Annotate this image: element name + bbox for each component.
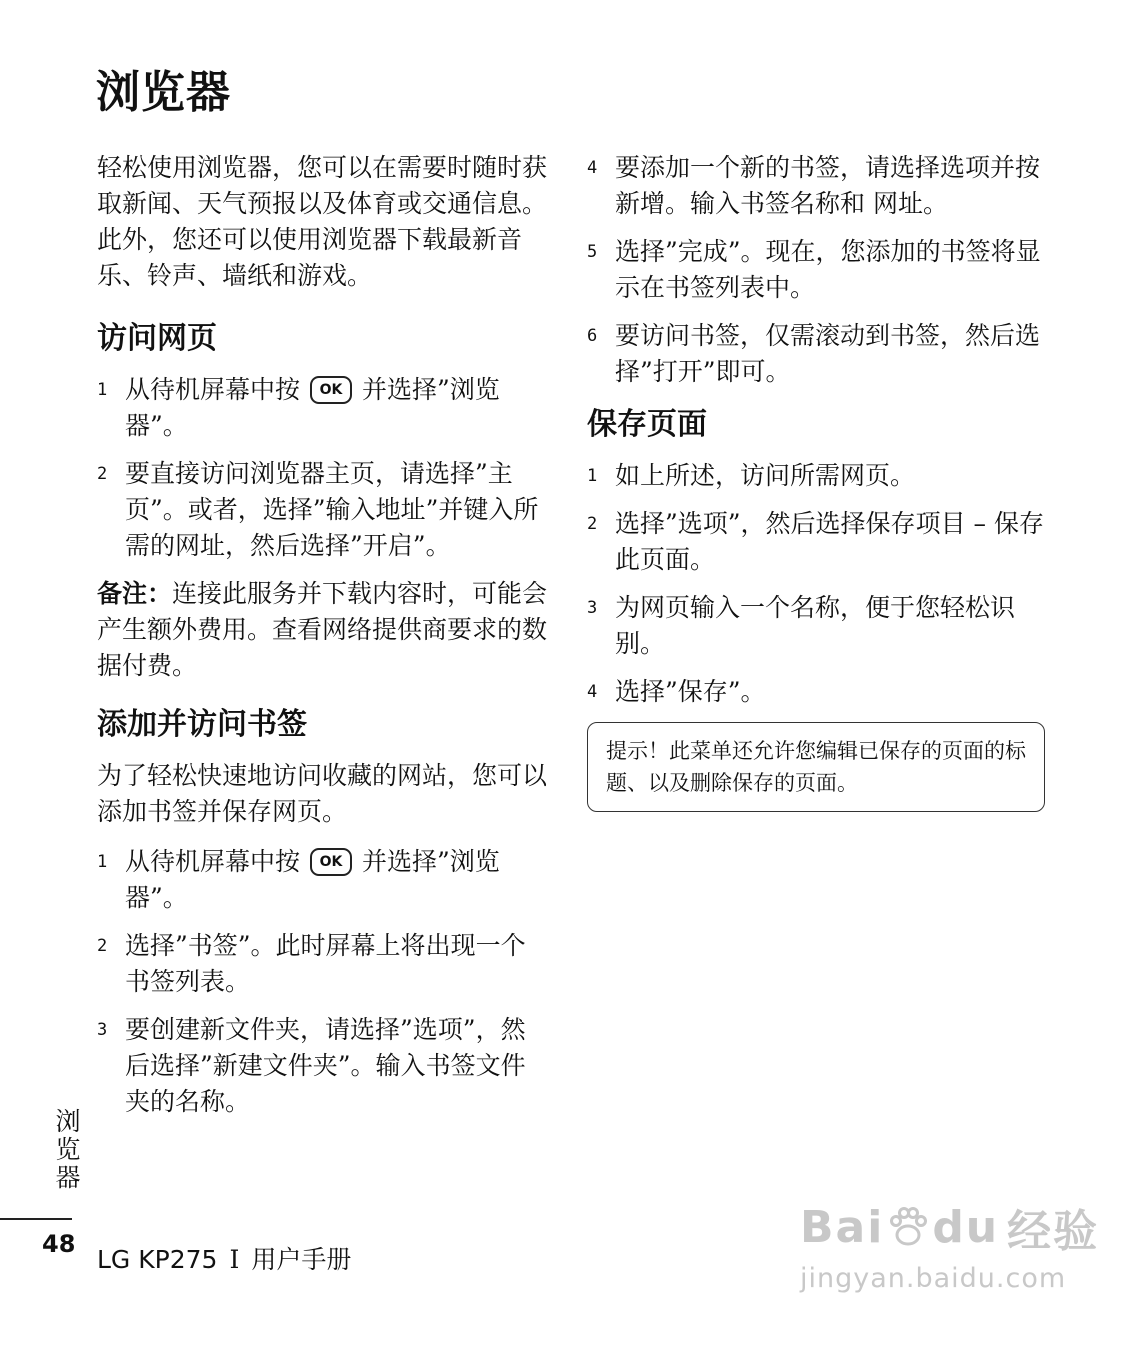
list-item: 4 要添加一个新的书签，请选择选项并按新增。输入书签名称和 网址。 [587,153,1041,218]
page-number: 48 [42,1230,76,1258]
ok-key-icon: OK [310,848,352,876]
footer-doc-title: 用户手册 [251,1245,352,1274]
list-item: 2 选择”选项”，然后选择保存项目 – 保存此页面。 [587,509,1044,574]
page-title: 浏览器 [96,67,231,118]
footer-separator: I [229,1245,240,1274]
section-heading-save: 保存页面 [587,407,707,442]
watermark-logo: Bai du 经验 [800,1201,1100,1257]
list-item: 2 要直接访问浏览器主页，请选择”主页”。或者，选择”输入地址”并键入所需的网址，然后选择”开启”。 [97,459,539,560]
visit-steps [97,372,549,564]
list-item: 1 如上所述，访问所需网页。 [587,461,916,490]
list-item: 1 从待机屏幕中按 OK 并选择”浏览器”。 [97,375,500,440]
footer-brand: LG KP275 [97,1245,218,1274]
watermark-url: jingyan.baidu.com [800,1263,1067,1294]
list-item: 1 从待机屏幕中按 OK 并选择”浏览器”。 [97,847,500,912]
list-item: 3 为网页输入一个名称，便于您轻松识别。 [587,593,1016,658]
list-item: 6 要访问书签，仅需滚动到书签，然后选择”打开”即可。 [587,321,1041,386]
note-paragraph: 备注：连接此服务并下载内容时，可能会产生额外费用。查看网络提供商要求的数据付费。 [97,579,548,680]
paw-icon [886,1205,930,1249]
side-section-tab: 浏览器 [52,1108,81,1192]
section-heading-visit: 访问网页 [97,321,217,356]
intro-paragraph: 轻松使用浏览器，您可以在需要时随时获取新闻、天气预报以及体育或交通信息。此外，您还可以使用浏览器下载最新音乐、铃声、墙纸和游戏。 [97,153,548,290]
bookmarks-intro: 为了轻松快速地访问收藏的网站，您可以添加书签并保存网页。 [97,761,548,826]
left-column [97,150,549,1132]
list-item: 5 选择”完成”。现在，您添加的书签将显示在书签列表中。 [587,237,1041,302]
footer-divider [0,1218,72,1220]
note-label: 备注： [97,579,173,608]
list-item: 3 要创建新文件夹，请选择”选项”，然后选择”新建文件夹”。输入书签文件夹的名称。 [97,1015,526,1116]
tip-text: 提示！此菜单还允许您编辑已保存的页面的标题、以及删除保存的页面。 [606,739,1026,795]
section-heading-bookmarks: 添加并访问书签 [97,707,307,742]
list-item: 4 选择”保存”。 [587,677,766,706]
right-column [587,150,1047,812]
tip-box [587,722,1045,812]
list-item: 2 选择”书签”。此时屏幕上将出现一个书签列表。 [97,931,526,996]
bookmark-steps-right [587,150,1047,390]
baidu-watermark [800,1195,1099,1294]
bookmark-steps-left [97,844,549,1120]
save-steps [587,458,1047,710]
ok-key-icon: OK [310,376,352,404]
footer [97,1240,351,1276]
